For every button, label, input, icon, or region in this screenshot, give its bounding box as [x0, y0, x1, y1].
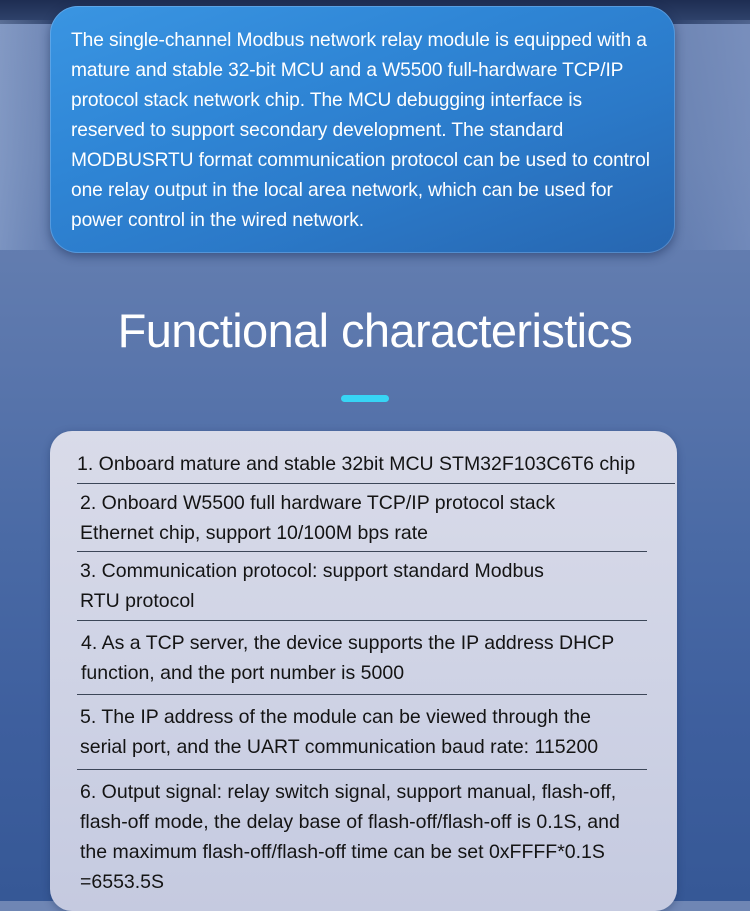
title-accent-bar [341, 395, 389, 402]
feature-divider [77, 483, 675, 484]
feature-line: RTU protocol [80, 590, 195, 612]
intro-text: The single-channel Modbus network relay module is equipped with a mature and stable 32-bit MCU and a W5500 full-hardware TCP/IP protocol stack network chip. The MCU debugging interface is reserved to support secondary development. The standard MODBUSRTU format communication protocol can be used to control one relay output in the local area network, which can be used for power control in the wired network. [71, 30, 650, 231]
feature-line: the maximum flash-off/flash-off time can be set 0xFFFF*0.1S [80, 841, 605, 863]
section-title: Functional characteristics [117, 304, 633, 357]
feature-divider [77, 551, 647, 552]
feature-item-4 [81, 628, 614, 688]
feature-item-1 [77, 449, 635, 479]
feature-item-2 [80, 488, 555, 548]
feature-line: flash-off mode, the delay base of flash-off/flash-off is 0.1S, and [80, 811, 620, 833]
feature-item-6 [80, 777, 620, 897]
feature-divider [77, 620, 647, 621]
feature-line: Ethernet chip, support 10/100M bps rate [80, 522, 428, 544]
feature-item-5 [80, 702, 598, 762]
feature-line: 6. Output signal: relay switch signal, support manual, flash-off, [80, 781, 617, 803]
feature-line: 1. Onboard mature and stable 32bit MCU STM32F103C6T6 chip [77, 453, 636, 475]
feature-line: 2. Onboard W5500 full hardware TCP/IP protocol stack [80, 492, 556, 514]
feature-line: 4. As a TCP server, the device supports the IP address DHCP [81, 632, 615, 654]
feature-line: =6553.5S [80, 871, 165, 893]
feature-line: function, and the port number is 5000 [81, 662, 405, 684]
feature-line: 5. The IP address of the module can be viewed through the [80, 706, 591, 728]
feature-line: serial port, and the UART communication baud rate: 115200 [80, 736, 599, 758]
feature-divider [77, 694, 647, 695]
feature-item-3 [80, 556, 544, 616]
feature-line: 3. Communication protocol: support standard Modbus [80, 560, 544, 582]
intro-card [50, 6, 675, 253]
background-glow-right [670, 20, 750, 250]
feature-divider [77, 769, 647, 770]
